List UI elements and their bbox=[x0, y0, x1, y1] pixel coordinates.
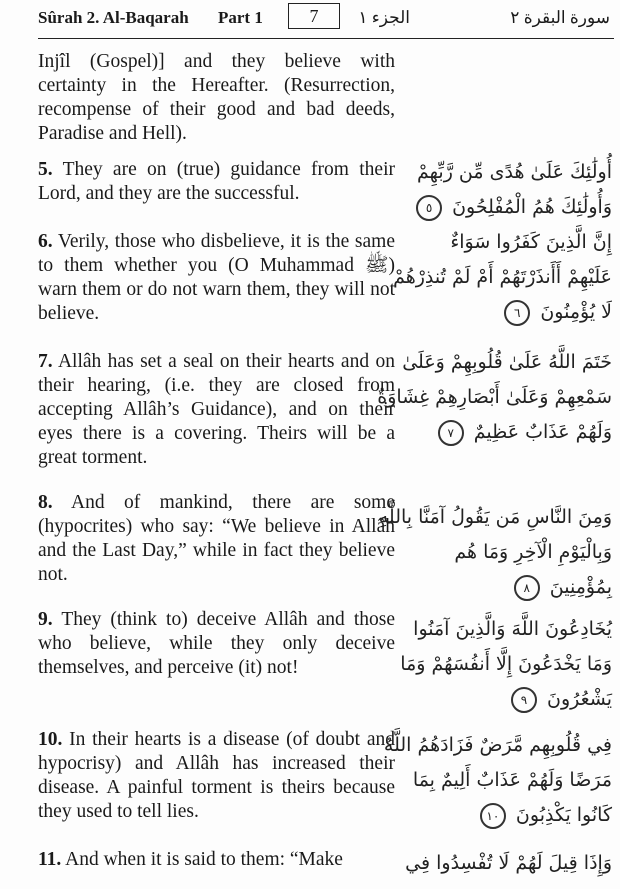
verse-number: 7. bbox=[38, 351, 53, 372]
arabic-line bbox=[400, 798, 612, 833]
ayah-end-marker-icon: ٩ bbox=[511, 687, 537, 713]
arabic-line-text: وَلَهُمْ عَذَابٌ عَظِيمٌ bbox=[473, 421, 612, 443]
ayah-end-marker-icon: ٨ bbox=[514, 575, 540, 601]
verse-text: And when it is said to them: “Make bbox=[65, 849, 343, 870]
arabic-line-text: عَلَيْهِمْ أَأَنذَرْتَهُمْ أَمْ لَمْ تُنذِرْهُمْ bbox=[393, 266, 612, 288]
arabic-line-text: لَا يُؤْمِنُونَ bbox=[540, 301, 612, 323]
arabic-line bbox=[400, 647, 612, 682]
verse-translation bbox=[38, 491, 395, 587]
verse-number: 10. bbox=[38, 729, 63, 750]
surah-title-en: Sûrah 2. Al-Baqarah bbox=[38, 8, 189, 27]
verse-number: 6. bbox=[38, 231, 53, 252]
verse-text: Allâh has set a seal on their hearts and on their hearing, (i.e. they are closed from accepting Allâh’s Guidance), and on their eyes there is a covering. Theirs will be a great torment. bbox=[38, 351, 395, 468]
ayah-end-marker-icon: ١٠ bbox=[480, 803, 506, 829]
arabic-line bbox=[377, 380, 612, 415]
page-number: 7 bbox=[288, 3, 340, 29]
verse-number: 11. bbox=[38, 849, 62, 870]
arabic-line bbox=[400, 155, 612, 190]
arabic-line-text: فِي قُلُوبِهِم مَّرَضٌ فَزَادَهُمُ اللَّهُ bbox=[383, 734, 612, 756]
arabic-line bbox=[400, 415, 612, 450]
arabic-line bbox=[400, 225, 612, 260]
verse-translation bbox=[38, 230, 395, 326]
arabic-line-text: خَتَمَ اللَّهُ عَلَىٰ قُلُوبِهِمْ وَعَلَىٰ bbox=[402, 351, 612, 373]
arabic-line-text: وَأُولَٰئِكَ هُمُ الْمُفْلِحُونَ bbox=[452, 196, 612, 218]
verse-arabic bbox=[383, 728, 612, 833]
arabic-line-text: وَمِنَ النَّاسِ مَن يَقُولُ آمَنَّا بِاللَّهِ bbox=[378, 506, 612, 528]
arabic-line bbox=[400, 535, 612, 570]
verse-arabic bbox=[400, 612, 612, 717]
verse-translation bbox=[38, 848, 395, 872]
verse-translation bbox=[38, 350, 395, 470]
arabic-line-text: مَرَضًا وَلَهُمْ عَذَابٌ أَلِيمٌ بِمَا bbox=[412, 769, 612, 791]
arabic-line-text: بِمُؤْمِنِينَ bbox=[549, 576, 612, 598]
verse-text: They (think to) deceive Allâh and those who believe, while they only deceive themselves, and perceive (it) not! bbox=[38, 609, 395, 678]
verse-translation bbox=[38, 50, 395, 146]
verse-arabic bbox=[378, 500, 612, 605]
verse-number: 9. bbox=[38, 609, 53, 630]
arabic-line-text: كَانُوا يَكْذِبُونَ bbox=[515, 804, 612, 826]
verse-text: And of mankind, there are some (hypocrites) who say: “We believe in Allâh and the Last Day,” while in fact they believe not. bbox=[38, 492, 395, 585]
ayah-end-marker-icon: ٧ bbox=[438, 420, 464, 446]
arabic-line-text: وَمَا يَخْدَعُونَ إِلَّا أَنفُسَهُمْ وَمَا bbox=[400, 653, 612, 675]
arabic-line bbox=[400, 763, 612, 798]
verse-text: Injîl (Gospel)] and they believe with certainty in the Hereafter. (Resurrection, recompense of their good and bad deeds, Paradise and Hell). bbox=[38, 51, 395, 144]
arabic-line bbox=[400, 612, 612, 647]
verse-number: 8. bbox=[38, 492, 53, 513]
arabic-line bbox=[400, 345, 612, 380]
arabic-line bbox=[400, 846, 612, 881]
arabic-line-text: يَشْعُرُونَ bbox=[546, 688, 612, 710]
arabic-line bbox=[400, 190, 612, 225]
verse-number: 5. bbox=[38, 159, 53, 180]
arabic-line-text: وَإِذَا قِيلَ لَهُمْ لَا تُفْسِدُوا فِي bbox=[405, 852, 612, 874]
verse-text: In their hearts is a disease (of doubt and hypocrisy) and Allâh has increased their disease. A painful torment is theirs because they used to tell lies. bbox=[38, 729, 396, 822]
ayah-end-marker-icon: ٦ bbox=[504, 300, 530, 326]
arabic-line-text: أُولَٰئِكَ عَلَىٰ هُدًى مِّن رَّبِّهِمْ bbox=[417, 161, 612, 183]
verse-arabic bbox=[400, 155, 612, 225]
header-rule bbox=[38, 38, 614, 39]
verse-translation bbox=[38, 728, 395, 824]
arabic-line bbox=[400, 570, 612, 605]
part-ar: الجزء ١ bbox=[358, 8, 410, 27]
arabic-line bbox=[378, 500, 612, 535]
surah-title-ar: سورة البقرة ٢ bbox=[510, 8, 610, 27]
verse-translation bbox=[38, 608, 395, 680]
verse-text: Verily, those who disbelieve, it is the same to them whether you (O Muhammad ﷺ) warn them or do not warn them, they will not believe. bbox=[38, 231, 395, 324]
verse-arabic bbox=[393, 225, 612, 330]
arabic-line-text: إِنَّ الَّذِينَ كَفَرُوا سَوَاءٌ bbox=[450, 231, 612, 253]
ayah-end-marker-icon: ٥ bbox=[416, 195, 442, 221]
arabic-line bbox=[400, 295, 612, 330]
arabic-line-text: وَبِالْيَوْمِ الْآخِرِ وَمَا هُم bbox=[454, 541, 612, 563]
verse-arabic bbox=[377, 345, 612, 450]
part-en: Part 1 bbox=[218, 8, 263, 27]
arabic-line bbox=[383, 728, 612, 763]
arabic-line bbox=[400, 682, 612, 717]
verse-text: They are on (true) guidance from their Lord, and they are the successful. bbox=[38, 159, 395, 204]
verse-arabic bbox=[400, 846, 612, 881]
verse-translation bbox=[38, 158, 395, 206]
arabic-line bbox=[393, 260, 612, 295]
arabic-line-text: يُخَادِعُونَ اللَّهَ وَالَّذِينَ آمَنُوا bbox=[413, 618, 612, 640]
arabic-line-text: سَمْعِهِمْ وَعَلَىٰ أَبْصَارِهِمْ غِشَاوَةٌ bbox=[377, 386, 612, 408]
